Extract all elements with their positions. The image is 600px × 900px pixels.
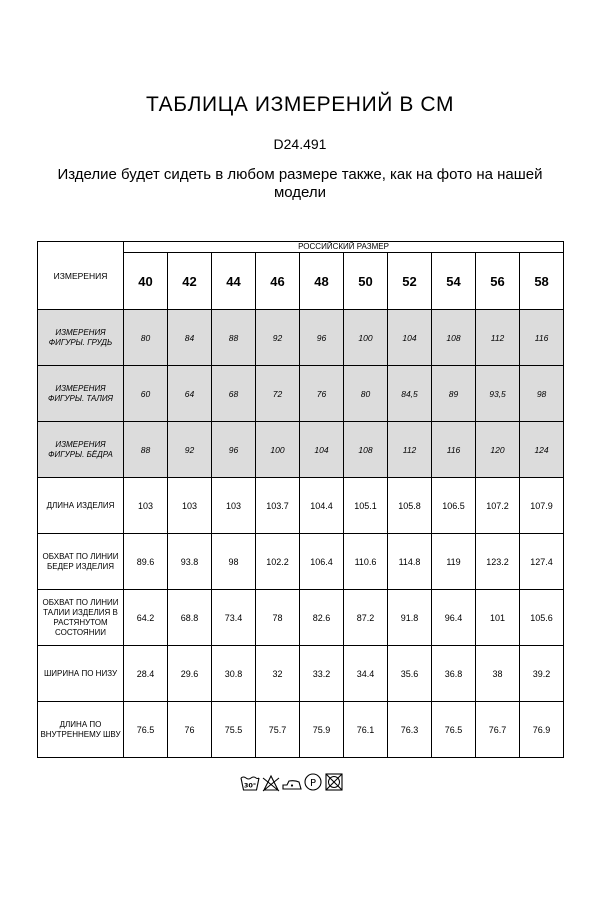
measurement-value: 103: [124, 478, 168, 534]
measurement-value: 75.9: [300, 702, 344, 758]
measurement-value: 116: [520, 310, 564, 366]
measurement-value: 88: [124, 422, 168, 478]
measurement-value: 102.2: [256, 534, 300, 590]
size-54: 54: [432, 253, 476, 310]
measurement-value: 89.6: [124, 534, 168, 590]
measurement-value: 104.4: [300, 478, 344, 534]
measurement-value: 64.2: [124, 590, 168, 646]
wash-temperature: 30°: [243, 781, 257, 790]
measurement-label: ИЗМЕРЕНИЯ ФИГУРЫ. БЁДРА: [38, 422, 124, 478]
measurement-value: 119: [432, 534, 476, 590]
measurement-value: 123.2: [476, 534, 520, 590]
size-table: [37, 241, 564, 758]
measurement-value: 68: [212, 366, 256, 422]
measurement-value: 93.8: [168, 534, 212, 590]
measurement-value: 103: [212, 478, 256, 534]
size-50: 50: [344, 253, 388, 310]
measurement-value: 103.7: [256, 478, 300, 534]
measurement-label: ОБХВАТ ПО ЛИНИИ БЕДЕР ИЗДЕЛИЯ: [38, 534, 124, 590]
fit-note: Изделие будет сидеть в любом размере также, как на фото на нашей модели: [57, 166, 543, 201]
measurement-value: 80: [344, 366, 388, 422]
measurement-row: [38, 422, 564, 478]
measurement-value: 100: [344, 310, 388, 366]
size-46: 46: [256, 253, 300, 310]
measurement-value: 93,5: [476, 366, 520, 422]
size-44: 44: [212, 253, 256, 310]
measurement-value: 35.6: [388, 646, 432, 702]
size-40: 40: [124, 253, 168, 310]
measurement-value: 107.2: [476, 478, 520, 534]
measurement-value: 91.8: [388, 590, 432, 646]
measurement-label: ИЗМЕРЕНИЯ ФИГУРЫ. ГРУДЬ: [38, 310, 124, 366]
measurement-value: 96: [300, 310, 344, 366]
measurement-value: 98: [520, 366, 564, 422]
measurement-value: 92: [256, 310, 300, 366]
measurement-value: 108: [432, 310, 476, 366]
measurement-value: 112: [388, 422, 432, 478]
measurement-row: [38, 310, 564, 366]
measurement-value: 80: [124, 310, 168, 366]
iron-low-icon: [283, 781, 301, 789]
measurement-value: 32: [256, 646, 300, 702]
measurement-value: 76: [300, 366, 344, 422]
measurement-value: 114.8: [388, 534, 432, 590]
measurement-row: [38, 590, 564, 646]
measurement-value: 96.4: [432, 590, 476, 646]
measurement-value: 104: [300, 422, 344, 478]
measurement-value: 29.6: [168, 646, 212, 702]
size-58: 58: [520, 253, 564, 310]
size-52: 52: [388, 253, 432, 310]
measurement-value: 33.2: [300, 646, 344, 702]
measurement-value: 76.3: [388, 702, 432, 758]
page-title: ТАБЛИЦА ИЗМЕРЕНИЙ В СМ: [145, 93, 455, 116]
measurement-value: 76.1: [344, 702, 388, 758]
measurement-value: 105.8: [388, 478, 432, 534]
measurement-value: 112: [476, 310, 520, 366]
measurement-value: 127.4: [520, 534, 564, 590]
measurement-value: 96: [212, 422, 256, 478]
measurement-value: 76.9: [520, 702, 564, 758]
measurement-value: 76.5: [124, 702, 168, 758]
no-tumble-dry-icon: [326, 774, 342, 790]
measurement-row: [38, 646, 564, 702]
article-number: D24.491: [273, 136, 327, 152]
measurement-row: [38, 478, 564, 534]
measurement-value: 87.2: [344, 590, 388, 646]
measurement-row: [38, 366, 564, 422]
care-symbols: [240, 772, 362, 792]
no-bleach-icon: [263, 776, 279, 791]
measurement-value: 28.4: [124, 646, 168, 702]
measurement-label: ИЗМЕРЕНИЯ ФИГУРЫ. ТАЛИЯ: [38, 366, 124, 422]
measurement-value: 106.5: [432, 478, 476, 534]
measurement-value: 36.8: [432, 646, 476, 702]
measurement-value: 116: [432, 422, 476, 478]
measurement-value: 106.4: [300, 534, 344, 590]
measurement-value: 75.5: [212, 702, 256, 758]
size-system-header: РОССИЙСКИЙ РАЗМЕР: [124, 242, 564, 253]
measurement-value: 34.4: [344, 646, 388, 702]
measurement-label: ОБХВАТ ПО ЛИНИИ ТАЛИИ ИЗДЕЛИЯ В РАСТЯНУТОМ СОСТОЯНИИ: [38, 590, 124, 646]
measurement-value: 105.1: [344, 478, 388, 534]
measurement-value: 76.7: [476, 702, 520, 758]
measurement-value: 89: [432, 366, 476, 422]
measurement-value: 92: [168, 422, 212, 478]
wash-30-icon: [241, 777, 259, 790]
measurement-value: 64: [168, 366, 212, 422]
measurement-value: 84: [168, 310, 212, 366]
measurement-value: 39.2: [520, 646, 564, 702]
measurement-value: 107.9: [520, 478, 564, 534]
measurement-value: 60: [124, 366, 168, 422]
measurement-value: 105.6: [520, 590, 564, 646]
size-42: 42: [168, 253, 212, 310]
measurement-value: 30.8: [212, 646, 256, 702]
measurement-value: 72: [256, 366, 300, 422]
measurement-value: 108: [344, 422, 388, 478]
measurement-label: ДЛИНА ИЗДЕЛИЯ: [38, 478, 124, 534]
size-56: 56: [476, 253, 520, 310]
measurement-value: 98: [212, 534, 256, 590]
size-48: 48: [300, 253, 344, 310]
measurement-value: 76: [168, 702, 212, 758]
measurement-value: 78: [256, 590, 300, 646]
measurement-row: [38, 702, 564, 758]
measurement-label: ДЛИНА ПО ВНУТРЕННЕМУ ШВУ: [38, 702, 124, 758]
measurement-value: 38: [476, 646, 520, 702]
dry-clean-p-icon: [305, 774, 321, 790]
measurement-label: ШИРИНА ПО НИЗУ: [38, 646, 124, 702]
measurement-row: [38, 534, 564, 590]
measurement-value: 73.4: [212, 590, 256, 646]
measure-header: ИЗМЕРЕНИЯ: [38, 242, 124, 310]
measurement-value: 88: [212, 310, 256, 366]
svg-text:P: P: [309, 778, 317, 789]
measurement-value: 120: [476, 422, 520, 478]
measurement-value: 68.8: [168, 590, 212, 646]
measurement-value: 104: [388, 310, 432, 366]
measurement-value: 124: [520, 422, 564, 478]
measurement-value: 100: [256, 422, 300, 478]
measurement-value: 82.6: [300, 590, 344, 646]
measurement-value: 101: [476, 590, 520, 646]
measurement-value: 103: [168, 478, 212, 534]
measurement-value: 84,5: [388, 366, 432, 422]
measurement-value: 76.5: [432, 702, 476, 758]
measurement-value: 75.7: [256, 702, 300, 758]
measurement-value: 110.6: [344, 534, 388, 590]
